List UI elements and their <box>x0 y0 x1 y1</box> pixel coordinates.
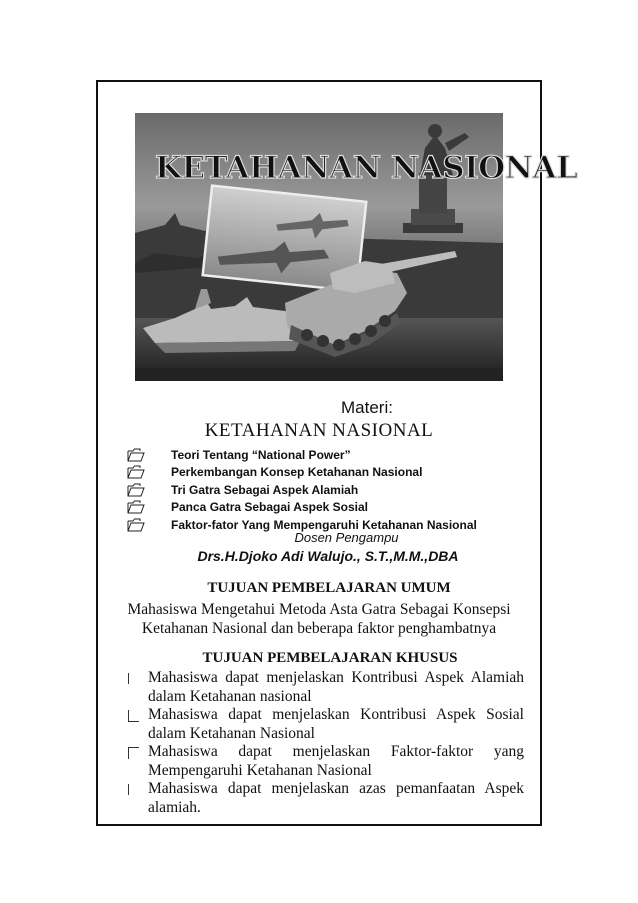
list-item <box>126 669 524 706</box>
topic-text: Perkembangan Konsep Ketahanan Nasional <box>171 465 423 480</box>
topic-text: Teori Tentang “National Power” <box>171 447 351 462</box>
lecturer-label: Dosen Pengampu <box>294 530 399 545</box>
folder-icon <box>127 483 153 497</box>
objective-line: dalam Ketahanan nasional <box>148 687 312 705</box>
list-item <box>127 481 477 499</box>
specific-objective-list <box>126 669 524 817</box>
objective-line: Mahasiswa dapat menjelaskan Kontribusi Aspek Sosial <box>148 706 524 723</box>
materi-label: Materi: <box>341 398 393 417</box>
topic-text: Tri Gatra Sebagai Aspek Alamiah <box>171 482 359 497</box>
specific-objective-heading: TUJUAN PEMBELAJARAN KHUSUS <box>202 650 458 666</box>
general-objective-text <box>0 600 638 638</box>
objective-line: Mahasiswa dapat menjelaskan azas pemanfaatan Aspek <box>148 780 524 797</box>
list-item <box>127 446 477 464</box>
general-objective-line: Ketahanan Nasional dan beberapa faktor penghambatnya <box>141 620 497 637</box>
topic-list <box>127 446 477 534</box>
objective-line: Mahasiswa dapat menjelaskan Faktor-faktor yang <box>148 743 524 760</box>
banner-title: KETAHANAN NASIONAL <box>155 150 578 186</box>
topic-title: KETAHANAN NASIONAL <box>204 420 434 441</box>
objective-line: alamiah. <box>148 798 201 816</box>
folder-icon <box>127 448 153 462</box>
list-item <box>126 743 524 780</box>
objective-line: Mempengaruhi Ketahanan Nasional <box>148 761 372 779</box>
list-item <box>126 706 524 743</box>
topic-text: Panca Gatra Sebagai Aspek Sosial <box>171 500 368 515</box>
lecturer-name: Drs.H.Djoko Adi Walujo., S.T.,M.M.,DBA <box>197 548 459 564</box>
bullet-icon <box>128 747 139 759</box>
folder-icon <box>127 465 153 479</box>
bullet-icon <box>128 710 139 722</box>
objective-line: dalam Ketahanan Nasional <box>148 724 315 742</box>
bullet-icon <box>128 673 129 684</box>
bullet-icon <box>128 784 129 795</box>
general-objective-heading: TUJUAN PEMBELAJARAN UMUM <box>207 580 451 596</box>
list-item <box>126 780 524 817</box>
objective-line: Mahasiswa dapat menjelaskan Kontribusi Aspek Alamiah <box>148 669 524 686</box>
cover-illustration <box>135 113 578 381</box>
list-item <box>127 499 477 517</box>
topic-text: Faktor-fator Yang Mempengaruhi Ketahanan Nasional <box>171 517 477 532</box>
general-objective-line: Mahasiswa Mengetahui Metoda Asta Gatra Sebagai Konsepsi <box>127 601 511 618</box>
list-item <box>127 464 477 482</box>
folder-icon <box>127 500 153 514</box>
